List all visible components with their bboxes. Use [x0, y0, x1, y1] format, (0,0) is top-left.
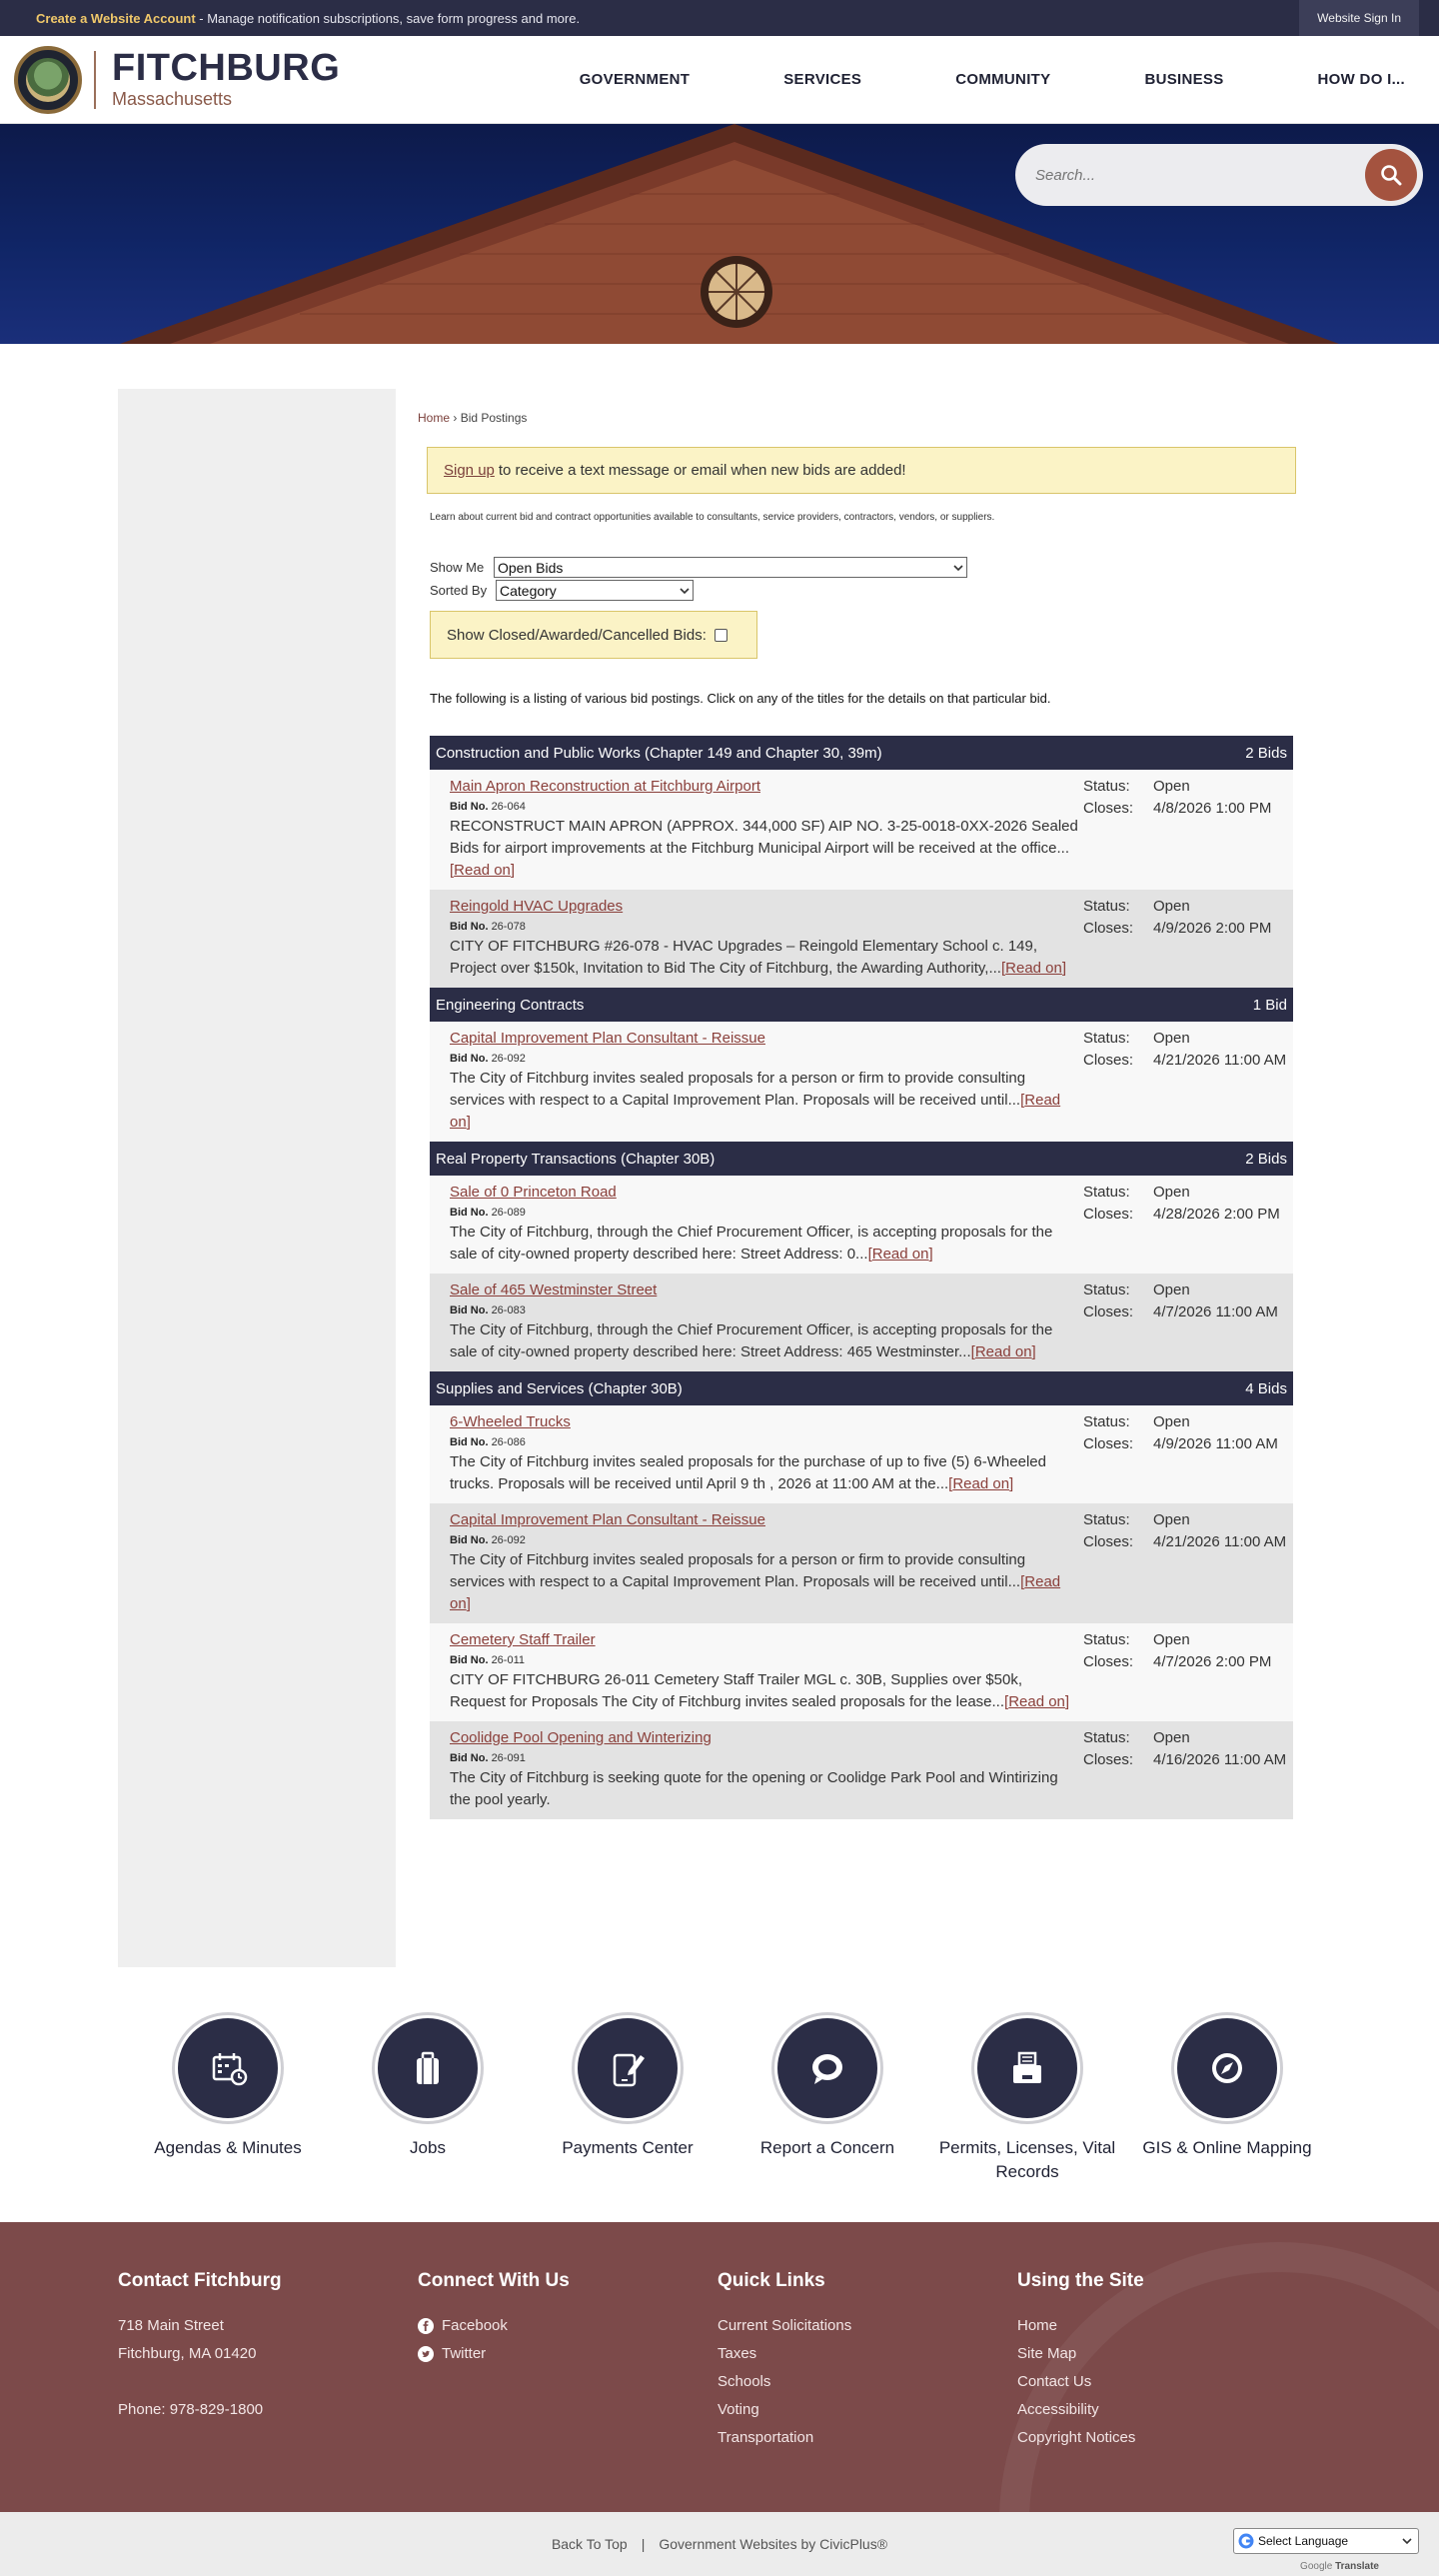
status-labels	[1083, 1411, 1153, 1495]
bid-info	[450, 1727, 1079, 1811]
language-select-value: Select Language	[1258, 2534, 1349, 2548]
bid-info	[450, 1629, 1079, 1713]
footer-link-voting[interactable]: Voting	[718, 2401, 759, 2418]
bid-row	[430, 1405, 1293, 1503]
bid-number	[450, 1651, 1079, 1669]
nav-services[interactable]: SERVICES	[783, 71, 862, 88]
logo-city-name: FITCHBURG	[112, 47, 341, 89]
footer-link-copyright[interactable]: Copyright Notices	[1017, 2429, 1136, 2446]
bid-number-value: 26-011	[491, 1654, 525, 1666]
bid-listing	[430, 736, 1293, 1819]
quick-link-ring	[971, 2012, 1083, 2124]
bid-number-value: 26-086	[491, 1436, 526, 1448]
show-me-label: Show Me	[430, 560, 485, 575]
category-header	[430, 1142, 1293, 1176]
status-values	[1153, 1629, 1293, 1713]
printer-icon	[1004, 2045, 1050, 2091]
status-values	[1153, 1280, 1293, 1363]
read-on-link[interactable]: [Read on]	[1004, 1693, 1070, 1710]
bid-number	[450, 1531, 1079, 1549]
bid-description-text: The City of Fitchburg invites sealed proposals for a person or firm to provide consulting services with respect to a Capital Improvement Plan. Proposals will be received until...	[450, 1551, 1026, 1590]
footer-quick-links	[718, 2270, 1017, 2512]
quick-link-circle	[578, 2018, 678, 2118]
status-labels	[1083, 896, 1153, 980]
bid-info	[450, 776, 1079, 882]
search-box	[1015, 144, 1423, 206]
bid-number	[450, 1204, 1079, 1222]
bid-status	[1079, 1411, 1293, 1495]
bid-description	[450, 1669, 1079, 1713]
create-account-desc: - Manage notification subscriptions, save form progress and more.	[195, 10, 581, 26]
quick-link-ring	[172, 2012, 284, 2124]
status-label: Status:	[1083, 1729, 1130, 1746]
bid-row	[430, 1721, 1293, 1819]
chat-bubble-icon	[804, 2045, 850, 2091]
quick-link-ring	[372, 2012, 484, 2124]
status-values	[1153, 1182, 1293, 1266]
status-label: Status:	[1083, 1413, 1130, 1430]
quick-link-circle	[777, 2018, 877, 2118]
quick-link-briefcase[interactable]	[328, 2012, 528, 2184]
footer-link-site-map[interactable]: Site Map	[1017, 2345, 1077, 2362]
bid-title-link[interactable]: Capital Improvement Plan Consultant - Reissue	[450, 1030, 765, 1047]
show-closed-label: Show Closed/Awarded/Cancelled Bids:	[447, 626, 707, 644]
bid-status	[1079, 896, 1293, 980]
bid-number-label: Bid No.	[450, 1053, 489, 1065]
chevron-down-icon	[953, 564, 963, 572]
quick-link-circle	[1177, 2018, 1277, 2118]
bid-number-label: Bid No.	[450, 1752, 489, 1764]
closes-value: 4/7/2026 2:00 PM	[1153, 1653, 1272, 1670]
bid-info	[450, 1182, 1079, 1266]
status-value: Open	[1153, 1729, 1190, 1746]
category-name: Supplies and Services (Chapter 30B)	[436, 1379, 683, 1397]
twitter-label: Twitter	[442, 2345, 487, 2362]
listing-note: The following is a listing of various bid postings. Click on any of the titles for the details on that particular bid.	[430, 691, 1051, 706]
status-value: Open	[1153, 1030, 1190, 1047]
bid-title-link[interactable]: Coolidge Pool Opening and Winterizing	[450, 1729, 712, 1746]
bid-description-text: The City of Fitchburg, through the Chief Procurement Officer, is accepting proposals for the sale of city-owned property described here: Street Address: 465 Westminster...	[450, 1321, 1053, 1360]
bid-description-text: The City of Fitchburg invites sealed proposals for a person or firm to provide consulting services with respect to a Capital Improvement Plan. Proposals will be received until...	[450, 1070, 1026, 1109]
twitter-icon	[418, 2346, 434, 2362]
bid-status	[1079, 1280, 1293, 1363]
read-on-label: Read on	[1008, 1693, 1065, 1710]
logo-divider	[94, 51, 96, 109]
status-label: Status:	[1083, 1184, 1130, 1201]
site-logo[interactable]	[14, 46, 340, 114]
city-seal-icon	[14, 46, 82, 114]
create-account-promo	[36, 11, 580, 26]
quick-link-printer[interactable]	[927, 2012, 1127, 2184]
calendar-clock-icon	[205, 2045, 251, 2091]
closes-value: 4/16/2026 11:00 AM	[1153, 1751, 1287, 1768]
closes-value: 4/21/2026 11:00 AM	[1153, 1052, 1287, 1069]
bid-number	[450, 1050, 1079, 1068]
bid-description	[450, 1451, 1079, 1495]
quick-link-label: Payments Center	[562, 2138, 694, 2157]
footer-link-accessibility[interactable]: Accessibility	[1017, 2401, 1099, 2418]
closes-label: Closes:	[1083, 1052, 1134, 1069]
quick-link-label: Agendas & Minutes	[154, 2138, 302, 2157]
signup-notice	[427, 447, 1296, 494]
status-labels	[1083, 1182, 1153, 1266]
quick-link-label: Report a Concern	[759, 2138, 895, 2157]
bid-info	[450, 1411, 1079, 1495]
bid-status	[1079, 1028, 1293, 1134]
quick-link-calendar-clock[interactable]	[128, 2012, 328, 2184]
bid-title-link[interactable]: Cemetery Staff Trailer	[450, 1631, 596, 1648]
create-account-link[interactable]: Create a Website Account	[36, 10, 196, 26]
closes-label: Closes:	[1083, 1751, 1134, 1768]
google-g-icon	[1238, 2533, 1254, 2549]
status-labels	[1083, 1028, 1153, 1134]
read-on-label: Read on	[450, 1092, 1061, 1131]
bid-row	[430, 1176, 1293, 1274]
bid-description	[450, 816, 1079, 882]
bid-description	[450, 1319, 1079, 1363]
status-label: Status:	[1083, 1282, 1130, 1298]
category-name: Engineering Contracts	[436, 996, 585, 1014]
bid-row	[430, 1274, 1293, 1371]
quick-link-circle	[378, 2018, 478, 2118]
logo-text	[112, 49, 340, 110]
status-label: Status:	[1083, 1030, 1130, 1047]
main-nav	[533, 71, 1425, 88]
status-label: Status:	[1083, 1631, 1130, 1648]
breadcrumb	[418, 411, 1273, 425]
bid-status	[1079, 1629, 1293, 1713]
footer-using-site	[1017, 2270, 1317, 2512]
quick-link-icons	[0, 2012, 1439, 2184]
show-me-value: Open Bids	[498, 559, 564, 576]
quick-link-circle	[178, 2018, 278, 2118]
bid-info	[450, 1509, 1079, 1615]
footer-connect	[418, 2270, 718, 2512]
nav-business[interactable]: BUSINESS	[1144, 71, 1224, 88]
civicplus-link[interactable]: Government Websites by CivicPlus®	[659, 2536, 888, 2552]
bid-number	[450, 1433, 1079, 1451]
closes-label: Closes:	[1083, 920, 1134, 937]
read-on-label: Read on	[1005, 960, 1062, 977]
category-count: 1 Bid	[1252, 996, 1287, 1014]
sorted-by-label: Sorted By	[430, 583, 488, 598]
bid-number-label: Bid No.	[450, 1534, 489, 1546]
show-me-row	[430, 557, 1273, 578]
bid-title-link[interactable]: Reingold HVAC Upgrades	[450, 898, 624, 915]
read-on-link[interactable]: [Read on]	[450, 1573, 1061, 1612]
status-label: Status:	[1083, 898, 1130, 915]
closes-label: Closes:	[1083, 1533, 1134, 1550]
read-on-link[interactable]: [Read on]	[450, 1092, 1061, 1131]
status-value: Open	[1153, 1413, 1190, 1430]
bid-row	[430, 890, 1293, 988]
bid-info	[450, 896, 1079, 980]
bid-status	[1079, 1509, 1293, 1615]
footer-link-home[interactable]: Home	[1017, 2317, 1058, 2334]
translate-label: Translate	[1335, 2561, 1379, 2572]
bid-row	[430, 1623, 1293, 1721]
show-closed-checkbox[interactable]	[715, 629, 727, 642]
footer-contact-title: Contact Fitchburg	[118, 2270, 282, 2291]
nav-government[interactable]: GOVERNMENT	[579, 71, 691, 88]
footer-link-current-solicitations[interactable]: Current Solicitations	[718, 2317, 852, 2334]
filters	[430, 557, 1273, 601]
bid-number-value: 26-064	[491, 801, 526, 813]
bid-number	[450, 798, 1079, 816]
category-header	[430, 1371, 1293, 1405]
bid-description	[450, 1222, 1079, 1266]
bid-number	[450, 1301, 1079, 1319]
closes-value: 4/28/2026 2:00 PM	[1153, 1206, 1280, 1223]
read-on-link[interactable]: [Read on]	[970, 1343, 1036, 1360]
footer-using-site-title: Using the Site	[1017, 2270, 1144, 2291]
top-bar	[0, 0, 1439, 36]
hero-banner	[0, 124, 1439, 344]
status-labels	[1083, 1629, 1153, 1713]
closes-value: 4/9/2026 2:00 PM	[1153, 920, 1272, 937]
footer-connect-title: Connect With Us	[418, 2270, 570, 2291]
nav-community[interactable]: COMMUNITY	[955, 71, 1051, 88]
bid-number	[450, 1749, 1079, 1767]
status-labels	[1083, 1280, 1153, 1363]
sorted-by-row	[430, 580, 1273, 601]
quick-link-label: Jobs	[410, 2138, 446, 2157]
quick-link-phone-pen[interactable]	[528, 2012, 727, 2184]
bid-description-text: CITY OF FITCHBURG 26-011 Cemetery Staff Trailer MGL c. 30B, Supplies over $50k, Request for Proposals The City of Fitchburg invites sealed proposals for the lease...	[450, 1671, 1022, 1710]
signup-link[interactable]: Sign up	[444, 462, 495, 479]
category-count: 2 Bids	[1245, 744, 1287, 762]
bid-number-label: Bid No.	[450, 801, 489, 813]
bid-number-value: 26-089	[491, 1207, 526, 1219]
bid-title-link[interactable]: 6-Wheeled Trucks	[450, 1413, 571, 1430]
bid-title-link[interactable]: Capital Improvement Plan Consultant - Reissue	[450, 1511, 765, 1528]
bid-description	[450, 1549, 1079, 1615]
footer-address-line2: Fitchburg, MA 01420	[118, 2345, 257, 2362]
bid-row	[430, 1503, 1293, 1623]
bid-status	[1079, 1727, 1293, 1811]
footer-quick-links-title: Quick Links	[718, 2270, 825, 2291]
website-sign-in-button[interactable]: Website Sign In	[1299, 0, 1419, 36]
main-content	[396, 389, 1287, 1967]
sorted-by-select[interactable]	[496, 580, 694, 601]
bid-number-value: 26-083	[491, 1304, 526, 1316]
footer-phone: Phone: 978-829-1800	[118, 2401, 264, 2418]
bid-title-link[interactable]: Sale of 465 Westminster Street	[450, 1282, 658, 1298]
bid-description-text: The City of Fitchburg is seeking quote for the opening or Coolidge Park Pool and Wintirizing the pool yearly.	[450, 1769, 1058, 1808]
quick-link-chat-bubble[interactable]	[727, 2012, 927, 2184]
bid-number-label: Bid No.	[450, 921, 489, 933]
status-labels	[1083, 776, 1153, 882]
status-value: Open	[1153, 1282, 1190, 1298]
closes-label: Closes:	[1083, 1653, 1134, 1670]
bid-number-value: 26-078	[491, 921, 526, 933]
status-values	[1153, 1727, 1293, 1811]
read-on-link[interactable]: [Read on]	[948, 1475, 1014, 1492]
compass-icon	[1204, 2045, 1250, 2091]
closes-label: Closes:	[1083, 1435, 1134, 1452]
breadcrumb-home[interactable]: Home	[418, 411, 451, 425]
content-area	[0, 344, 1439, 1967]
status-values	[1153, 896, 1293, 980]
bid-description-text: CITY OF FITCHBURG #26-078 - HVAC Upgrades – Reingold Elementary School c. 149, Project over $150k, Invitation to Bid The City of Fitchburg, the Awarding Authority,...	[450, 938, 1038, 977]
bid-row	[430, 1022, 1293, 1142]
footer-contact	[118, 2270, 418, 2512]
closes-label: Closes:	[1083, 1303, 1134, 1320]
chevron-down-icon	[1402, 2537, 1412, 2545]
bid-description	[450, 1068, 1079, 1134]
closes-value: 4/8/2026 1:00 PM	[1153, 800, 1272, 817]
bid-title-link[interactable]: Sale of 0 Princeton Road	[450, 1184, 617, 1201]
category-count: 2 Bids	[1245, 1150, 1287, 1168]
bid-number-value: 26-091	[491, 1752, 526, 1764]
quick-link-ring	[771, 2012, 883, 2124]
read-on-label: Read on	[952, 1475, 1010, 1492]
category-header	[430, 988, 1293, 1022]
back-to-top-link[interactable]: Back To Top	[551, 2536, 628, 2552]
bid-number-label: Bid No.	[450, 1207, 489, 1219]
bid-number-value: 26-092	[491, 1534, 526, 1546]
category-name: Construction and Public Works (Chapter 149 and Chapter 30, 39m)	[436, 744, 882, 762]
status-values	[1153, 1028, 1293, 1134]
closes-value: 4/21/2026 11:00 AM	[1153, 1533, 1287, 1550]
bid-number-label: Bid No.	[450, 1304, 489, 1316]
google-label: Google	[1300, 2561, 1333, 2572]
site-header	[0, 36, 1439, 124]
logo-state-name: Massachusetts	[112, 89, 233, 109]
facebook-label: Facebook	[442, 2317, 508, 2334]
status-value: Open	[1153, 778, 1190, 795]
read-on-link[interactable]: [Read on]	[867, 1246, 933, 1263]
footer-address-line1: 718 Main Street	[118, 2317, 224, 2334]
search-input[interactable]	[1035, 167, 1335, 184]
category-header	[430, 736, 1293, 770]
chevron-down-icon	[680, 587, 690, 595]
nav-how-do-i[interactable]: HOW DO I...	[1317, 71, 1405, 88]
bid-number-label: Bid No.	[450, 1654, 489, 1666]
sidebar	[118, 389, 396, 1967]
status-value: Open	[1153, 1511, 1190, 1528]
bid-number-label: Bid No.	[450, 1436, 489, 1448]
site-footer	[0, 2222, 1439, 2512]
signup-notice-text: to receive a text message or email when new bids are added!	[498, 462, 906, 479]
bid-number	[450, 918, 1079, 936]
intro-text: Learn about current bid and contract opportunities available to consultants, service providers, contractors, vendors, or suppliers.	[430, 512, 995, 523]
quick-link-label: GIS & Online Mapping	[1142, 2138, 1312, 2157]
status-labels	[1083, 1509, 1153, 1615]
read-on-label: Read on	[871, 1246, 929, 1263]
closes-label: Closes:	[1083, 800, 1134, 817]
status-value: Open	[1153, 1184, 1190, 1201]
sorted-by-value: Category	[500, 582, 557, 599]
bid-description	[450, 936, 1079, 980]
bid-title-link[interactable]: Main Apron Reconstruction at Fitchburg Airport	[450, 778, 760, 795]
bid-description	[450, 1767, 1079, 1811]
bottom-separator: |	[641, 2536, 646, 2552]
category-name: Real Property Transactions (Chapter 30B)	[436, 1150, 716, 1168]
read-on-label: Read on	[974, 1343, 1032, 1360]
bid-description-text: The City of Fitchburg invites sealed proposals for the purchase of up to five (5) 6-Wheeled trucks. Proposals will be received until April 9 th , 2026 at 11:00 AM at the...	[450, 1453, 1046, 1492]
footer-link-schools[interactable]: Schools	[718, 2373, 771, 2390]
facebook-icon	[418, 2318, 434, 2334]
status-value: Open	[1153, 898, 1190, 915]
search-button[interactable]	[1365, 149, 1417, 201]
quick-link-ring	[1171, 2012, 1283, 2124]
facebook-link[interactable]	[418, 2312, 718, 2340]
footer-link-taxes[interactable]: Taxes	[718, 2345, 757, 2362]
closes-value: 4/7/2026 11:00 AM	[1153, 1303, 1278, 1320]
language-select[interactable]	[1233, 2528, 1419, 2554]
quick-link-circle	[977, 2018, 1077, 2118]
search-icon	[1380, 164, 1402, 186]
footer-link-contact-us[interactable]: Contact Us	[1017, 2373, 1092, 2390]
bid-info	[450, 1028, 1079, 1134]
closes-label: Closes:	[1083, 1206, 1134, 1223]
show-closed-box	[430, 611, 757, 659]
closes-value: 4/9/2026 11:00 AM	[1153, 1435, 1278, 1452]
status-values	[1153, 776, 1293, 882]
quick-link-ring	[572, 2012, 684, 2124]
status-labels	[1083, 1727, 1153, 1811]
breadcrumb-current: Bid Postings	[460, 411, 528, 425]
bid-info	[450, 1280, 1079, 1363]
category-count: 4 Bids	[1245, 1379, 1287, 1397]
bid-number-value: 26-092	[491, 1053, 526, 1065]
status-value: Open	[1153, 1631, 1190, 1648]
read-on-label: Read on	[450, 1573, 1061, 1612]
bid-row	[430, 770, 1293, 890]
quick-link-compass[interactable]	[1127, 2012, 1327, 2184]
status-label: Status:	[1083, 778, 1130, 795]
bid-description-text: The City of Fitchburg, through the Chief Procurement Officer, is accepting proposals for the sale of city-owned property described here: Street Address: 0...	[450, 1224, 1053, 1263]
read-on-link[interactable]: [Read on]	[1000, 960, 1067, 977]
bottom-bar	[0, 2512, 1439, 2576]
google-translate-credit	[1300, 2561, 1379, 2572]
twitter-link[interactable]	[418, 2340, 718, 2368]
breadcrumb-separator: ›	[450, 411, 461, 425]
show-me-select[interactable]	[494, 557, 967, 578]
status-values	[1153, 1411, 1293, 1495]
bid-status	[1079, 1182, 1293, 1266]
briefcase-icon	[405, 2045, 451, 2091]
read-on-link[interactable]: [Read on]	[450, 862, 516, 879]
phone-pen-icon	[605, 2045, 651, 2091]
bid-status	[1079, 776, 1293, 882]
read-on-label: Read on	[454, 862, 511, 879]
quick-link-label: Permits, Licenses, Vital Records	[938, 2138, 1116, 2181]
bid-description-text: RECONSTRUCT MAIN APRON (APPROX. 344,000 SF) AIP NO. 3-25-0018-0XX-2026 Sealed Bids for airport improvements at the Fitchburg Municipal Airport will be received at the office...	[450, 818, 1078, 857]
footer-link-transportation[interactable]: Transportation	[718, 2429, 814, 2446]
status-label: Status:	[1083, 1511, 1130, 1528]
status-values	[1153, 1509, 1293, 1615]
